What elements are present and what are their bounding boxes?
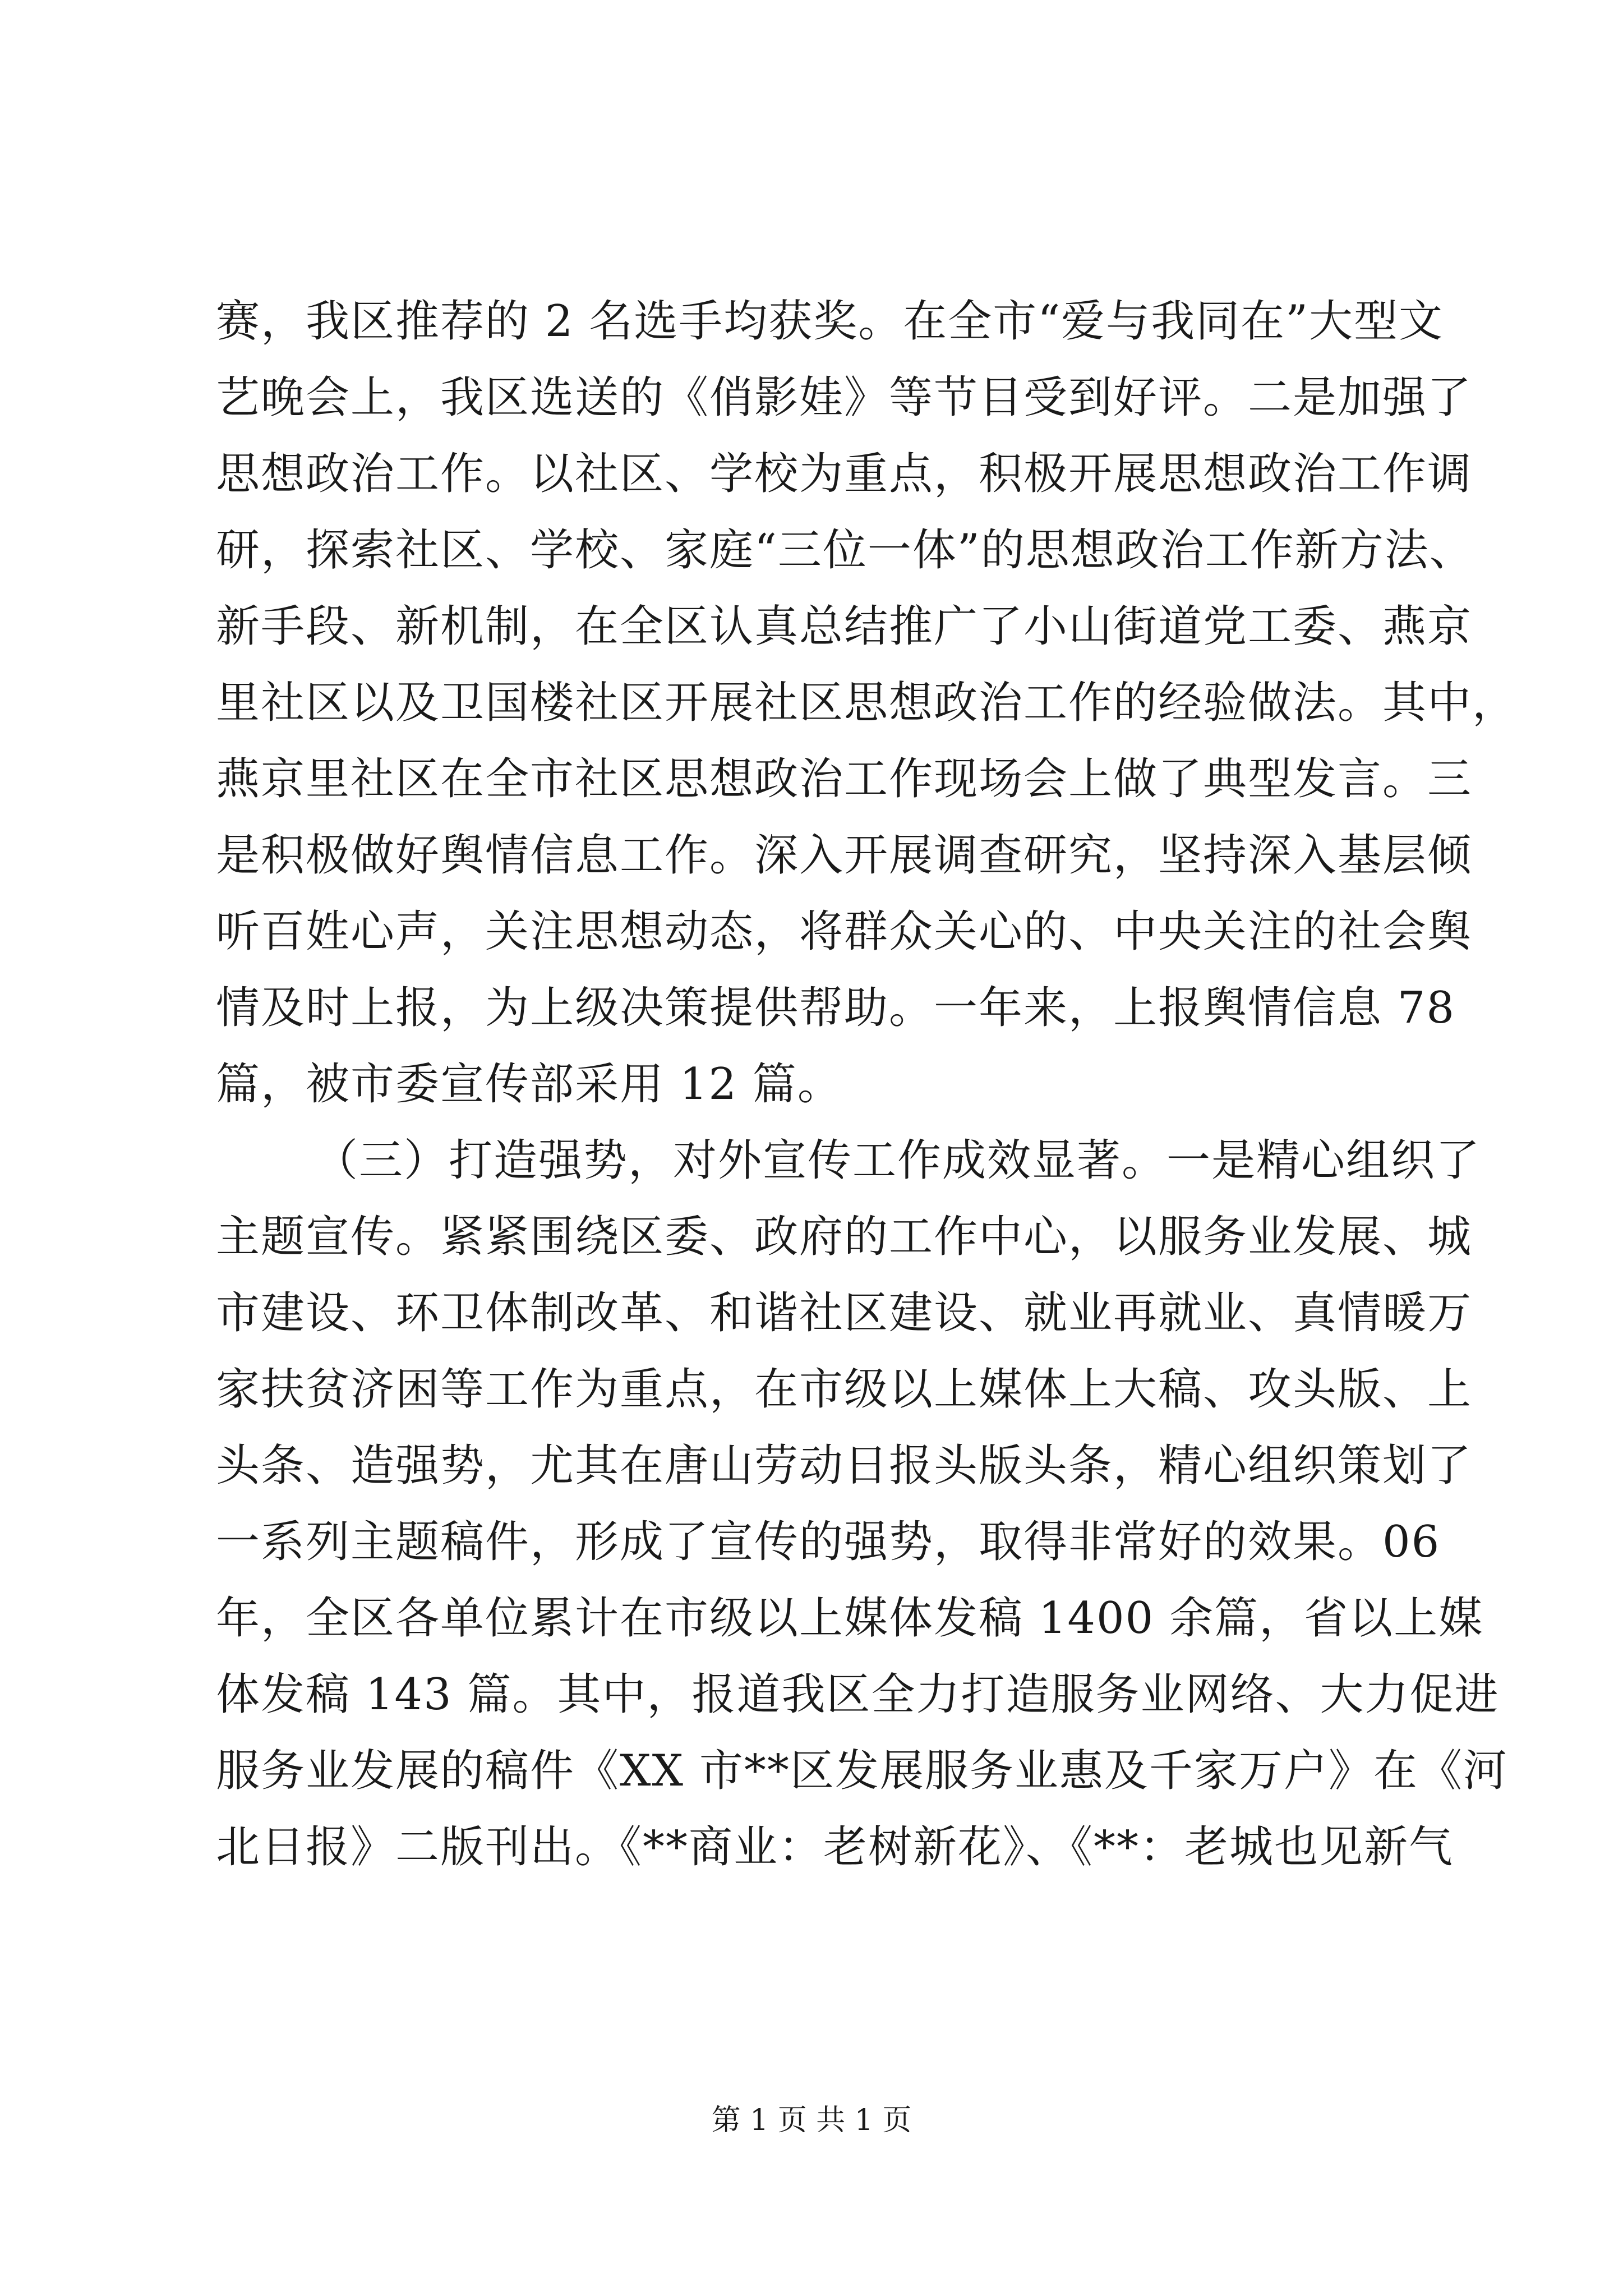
text-line: 年，全区各单位累计在市级以上媒体发稿 1400 余篇，省以上媒 — [216, 1593, 1484, 1644]
text-line: 情及时上报，为上级决策提供帮助。一年来，上报舆情信息 78 — [216, 983, 1456, 1033]
text-line: 艺晚会上，我区选送的《俏影娃》等节目受到好评。二是加强了 — [216, 372, 1473, 423]
text-line: 体发稿 143 篇。其中，报道我区全力打造服务业网络、大力促进 — [216, 1669, 1500, 1720]
paragraph-end-line: 篇，被市委宣传部采用 12 篇。 — [216, 1059, 842, 1110]
text-line: 家扶贫济困等工作为重点，在市级以上媒体上大稿、攻头版、上 — [216, 1364, 1473, 1415]
text-line: 燕京里社区在全市社区思想政治工作现场会上做了典型发言。三 — [216, 754, 1473, 804]
text-line: 研，探索社区、学校、家庭“三位一体”的思想政治工作新方法、 — [216, 525, 1474, 576]
text-line: 市建设、环卫体制改革、和谐社区建设、就业再就业、真情暖万 — [216, 1288, 1473, 1338]
text-line: 思想政治工作。以社区、学校为重点，积极开展思想政治工作调 — [216, 449, 1473, 499]
page-footer: 第 1 页 共 1 页 — [711, 2104, 912, 2137]
section-heading-line: （三）打造强势，对外宣传工作成效显著。一是精心组织了 — [314, 1135, 1481, 1186]
text-line: 头条、造强势，尤其在唐山劳动日报头版头条，精心组织策划了 — [216, 1441, 1473, 1491]
text-line: 赛，我区推荐的 2 名选手均获奖。在全市“爱与我同在”大型文 — [216, 296, 1444, 347]
text-line: 里社区以及卫国楼社区开展社区思想政治工作的经验做法。其中， — [216, 678, 1518, 728]
text-line: 北日报》二版刊出。《**商业：老树新花》、《**：老城也见新气 — [216, 1822, 1454, 1872]
text-line: 主题宣传。紧紧围绕区委、政府的工作中心，以服务业发展、城 — [216, 1212, 1473, 1262]
text-line: 新手段、新机制，在全区认真总结推广了小山街道党工委、燕京 — [216, 601, 1473, 652]
text-line: 听百姓心声，关注思想动态，将群众关心的、中央关注的社会舆 — [216, 907, 1473, 957]
text-line: 是积极做好舆情信息工作。深入开展调查研究，坚持深入基层倾 — [216, 830, 1473, 881]
text-line: 服务业发展的稿件《XX 市**区发展服务业惠及千家万户》在《河 — [216, 1746, 1508, 1796]
body-text — [216, 283, 1518, 1885]
text-line: 一系列主题稿件，形成了宣传的强势，取得非常好的效果。06 — [216, 1517, 1441, 1567]
